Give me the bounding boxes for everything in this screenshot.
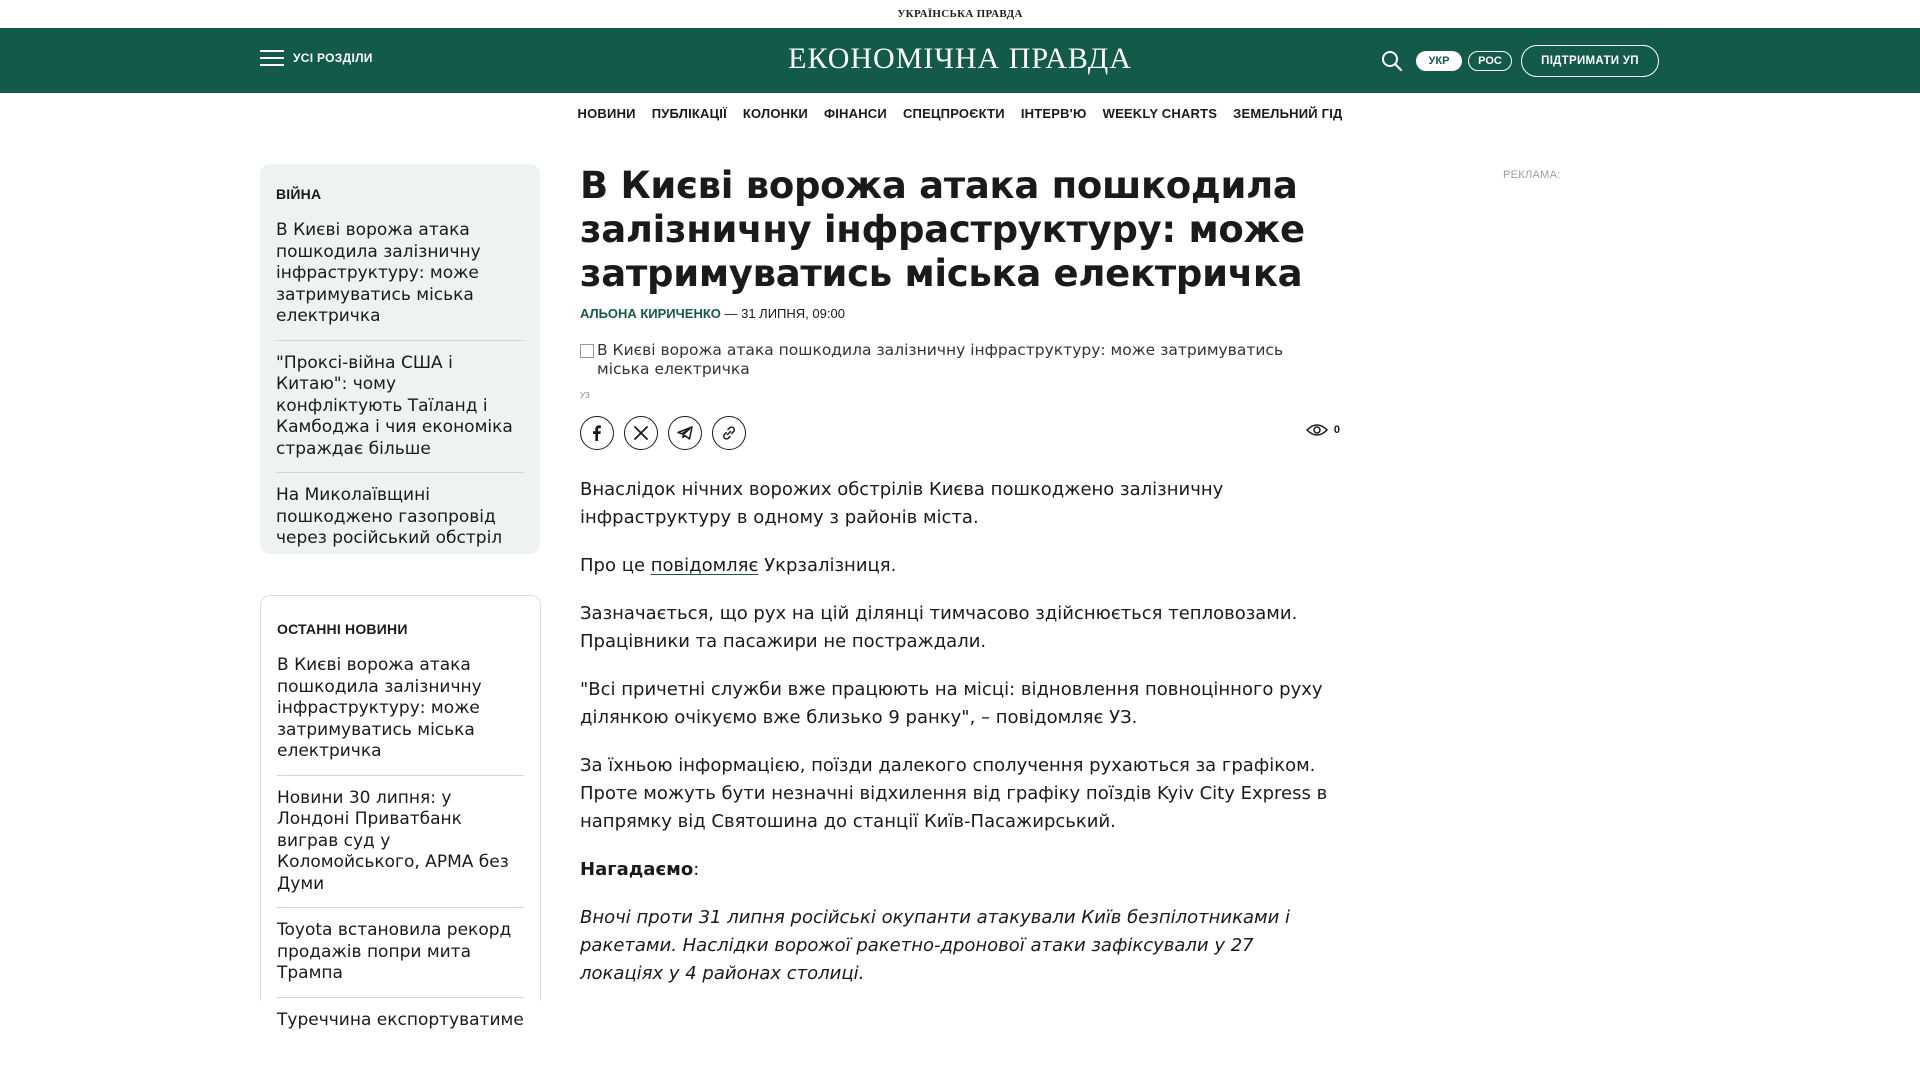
main-nav bbox=[0, 93, 1920, 133]
nav-item-news[interactable]: НОВИНИ bbox=[577, 105, 636, 121]
paragraph: За їхньою інформацією, поїзди далекого сполучення рухаються за графіком. Проте можуть бути незначні відхилення від графіку поїздів Kyiv City Express в напрямку від Святошина до станції Київ-Пасажирський. bbox=[580, 755, 1328, 832]
lead-image bbox=[580, 341, 1340, 379]
latest-news-sidebar bbox=[260, 595, 541, 1030]
lead-image-alt: В Києві ворожа атака пошкодила залізничну інфраструктуру: може затримуватись міська електричка bbox=[597, 341, 1284, 378]
nav-item-columns[interactable]: КОЛОНКИ bbox=[742, 105, 808, 121]
views-counter bbox=[1306, 423, 1340, 437]
meta-separator: — bbox=[720, 306, 742, 321]
war-list-item[interactable]: На Миколаївщині пошкоджено газопровід через російський обстріл bbox=[276, 472, 524, 562]
reminder-paragraph bbox=[580, 856, 1340, 884]
telegram-icon bbox=[676, 424, 694, 442]
latest-news-heading[interactable]: ОСТАННІ НОВИНИ bbox=[277, 621, 408, 637]
latest-news-item[interactable]: Новини 30 липня: у Лондоні Приватбанк виграв суд у Коломойського, АРМА без Думи bbox=[277, 775, 524, 908]
source-suffix: Укрзалізниця. bbox=[758, 555, 897, 576]
share-facebook-button[interactable] bbox=[580, 416, 614, 450]
source-prefix: Про це bbox=[580, 555, 651, 576]
article-date: 31 ЛИПНЯ, 09:00 bbox=[741, 306, 845, 321]
reminder-label: Нагадаємо bbox=[580, 859, 694, 880]
latest-news-item[interactable]: В Києві ворожа атака пошкодила залізничну інфраструктуру: може затримуватись міська електричка bbox=[277, 655, 482, 761]
war-list-item[interactable]: В Києві ворожа атака пошкодила залізничну інфраструктуру: може затримуватись міська електричка bbox=[276, 220, 481, 326]
nav-item-land-guide[interactable]: ЗЕМЕЛЬНИЙ ГІД bbox=[1233, 105, 1343, 121]
lang-ukr-button[interactable]: УКР bbox=[1416, 51, 1462, 71]
article-title: В Києві ворожа атака пошкодила залізничну інфраструктуру: може затримуватись міська електричка bbox=[580, 164, 1305, 295]
paragraph: Зазначається, що рух на цій ділянці тимчасово здійснюється тепловозами. Працівники та пасажири не постраждали. bbox=[580, 603, 1298, 652]
war-sidebar bbox=[260, 164, 540, 554]
search-button[interactable] bbox=[1380, 49, 1404, 73]
nav-item-special-projects[interactable]: СПЕЦПРОЄКТИ bbox=[902, 105, 1005, 121]
paragraph-italic: Вночі проти 31 липня російські окупанти атакували Київ безпілотниками і ракетами. Наслідки ворожої ракетно-дронової атаки зафіксували у 27 локаціях у 4 районах столиці. bbox=[580, 907, 1290, 984]
support-button[interactable]: ПІДТРИМАТИ УП bbox=[1521, 45, 1659, 77]
broken-image-icon bbox=[580, 344, 594, 358]
all-sections-label: УСІ РОЗДІЛИ bbox=[293, 51, 373, 65]
reminder-colon: : bbox=[693, 859, 700, 880]
nav-item-weekly-charts[interactable]: WEEKLY CHARTS bbox=[1102, 105, 1218, 121]
paragraph: Внаслідок нічних ворожих обстрілів Києва пошкоджено залізничну інфраструктуру в одному з районів міста. bbox=[580, 479, 1224, 528]
share-telegram-button[interactable] bbox=[668, 416, 702, 450]
brand-logo[interactable]: ЕКОНОМІЧНА ПРАВДА bbox=[788, 42, 1132, 75]
search-icon bbox=[1380, 49, 1404, 73]
all-sections-button[interactable] bbox=[260, 50, 373, 66]
share-bar bbox=[580, 416, 1340, 454]
x-icon bbox=[633, 425, 649, 441]
share-x-button[interactable] bbox=[624, 416, 658, 450]
link-icon bbox=[720, 424, 738, 442]
war-list-item[interactable]: "Проксі-війна США і Китаю": чому конфліктують Таїланд і Камбоджа і чия економіка страждає більше bbox=[276, 340, 524, 473]
nav-item-publications[interactable]: ПУБЛІКАЦІЇ bbox=[651, 105, 727, 121]
nav-item-interview[interactable]: ІНТЕРВ'Ю bbox=[1020, 105, 1087, 121]
views-count: 0 bbox=[1333, 424, 1340, 436]
nav-item-finance[interactable]: ФІНАНСИ bbox=[823, 105, 887, 121]
latest-news-item[interactable]: Toyota встановила рекорд продажів попри мита Трампа bbox=[277, 907, 524, 997]
top-strip bbox=[0, 0, 1920, 28]
article-body bbox=[580, 476, 1340, 988]
source-link[interactable]: повідомляє bbox=[650, 555, 759, 576]
site-header bbox=[0, 28, 1920, 93]
article bbox=[580, 164, 1340, 1008]
war-heading[interactable]: ВІЙНА bbox=[276, 186, 322, 202]
ad-label: РЕКЛАМА: bbox=[1503, 169, 1561, 181]
image-caption: УЗ bbox=[580, 391, 590, 400]
up-logo[interactable]: УКРАЇНСЬКА ПРАВДА bbox=[897, 8, 1023, 20]
copy-link-button[interactable] bbox=[712, 416, 746, 450]
article-meta bbox=[580, 306, 1340, 321]
latest-news-item[interactable]: Туреччина експортуватиме bbox=[277, 997, 524, 1044]
facebook-icon bbox=[588, 424, 606, 442]
eye-icon bbox=[1306, 423, 1328, 437]
lang-ros-button[interactable]: РОС bbox=[1468, 51, 1512, 71]
menu-icon bbox=[260, 50, 284, 66]
paragraph: "Всі причетні служби вже працюють на місці: відновлення повноцінного руху ділянкою очікуємо вже близько 9 ранку", – повідомляє УЗ. bbox=[580, 679, 1323, 728]
author-link[interactable]: АЛЬОНА КИРИЧЕНКО bbox=[580, 306, 721, 321]
paragraph-source bbox=[580, 552, 1340, 580]
